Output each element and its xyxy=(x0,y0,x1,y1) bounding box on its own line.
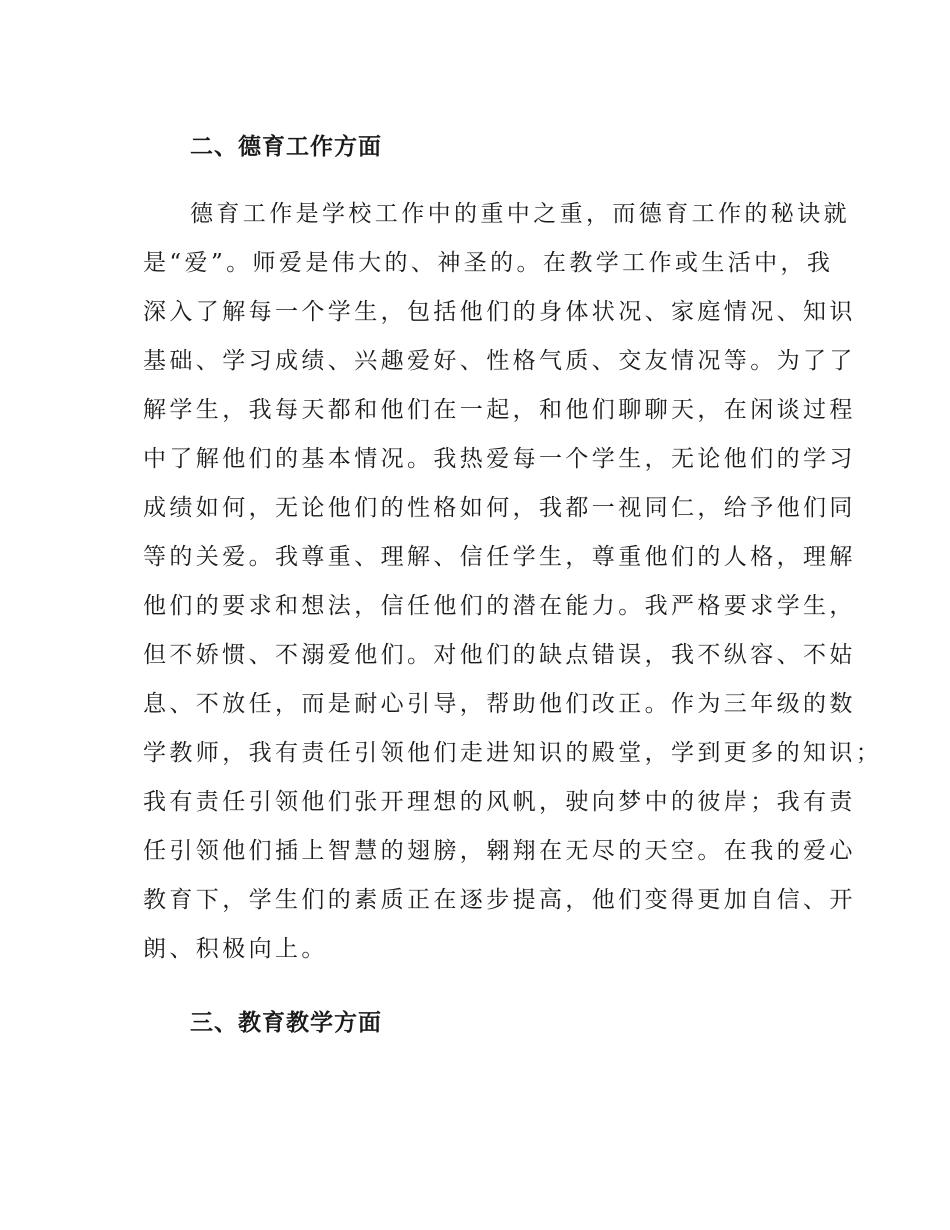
paragraph-line: 中了解他们的基本情况。我热爱每一个学生，无论他们的学习 xyxy=(143,446,856,472)
paragraph-line: 朗、积极向上。 xyxy=(143,936,328,962)
paragraph-line: 息、不放任，而是耐心引导，帮助他们改正。作为三年级的数 xyxy=(143,691,856,717)
paragraph-line: 成绩如何，无论他们的性格如何，我都一视同仁，给予他们同 xyxy=(143,495,856,521)
paragraph-line: 基础、学习成绩、兴趣爱好、性格气质、交友情况等。为了了 xyxy=(143,348,856,374)
paragraph-line: 教育下，学生们的素质正在逐步提高，他们变得更加自信、开 xyxy=(143,887,856,913)
paragraph-line: 任引领他们插上智慧的翅膀，翱翔在无尽的天空。在我的爱心 xyxy=(143,838,856,864)
paragraph-line: 德育工作是学校工作中的重中之重，而德育工作的秘诀就 xyxy=(190,201,850,227)
section-heading: 二、德育工作方面 xyxy=(190,134,382,160)
paragraph-line: 是“爱”。师爱是伟大的、神圣的。在教学工作或生活中，我 xyxy=(143,250,834,276)
paragraph-line: 他们的要求和想法，信任他们的潜在能力。我严格要求学生， xyxy=(143,593,856,619)
paragraph-line: 学教师，我有责任引领他们走进知识的殿堂，学到更多的知识； xyxy=(143,740,883,766)
section-heading: 三、教育教学方面 xyxy=(190,1010,382,1036)
paragraph-line: 深入了解每一个学生，包括他们的身体状况、家庭情况、知识 xyxy=(143,299,856,325)
body-paragraph xyxy=(143,190,883,974)
paragraph-line: 等的关爱。我尊重、理解、信任学生，尊重他们的人格，理解 xyxy=(143,544,856,570)
paragraph-line: 解学生，我每天都和他们在一起，和他们聊聊天，在闲谈过程 xyxy=(143,397,856,423)
paragraph-line: 但不娇惯、不溺爱他们。对他们的缺点错误，我不纵容、不姑 xyxy=(143,642,856,668)
paragraph-line: 我有责任引领他们张开理想的风帆，驶向梦中的彼岸；我有责 xyxy=(143,789,856,815)
